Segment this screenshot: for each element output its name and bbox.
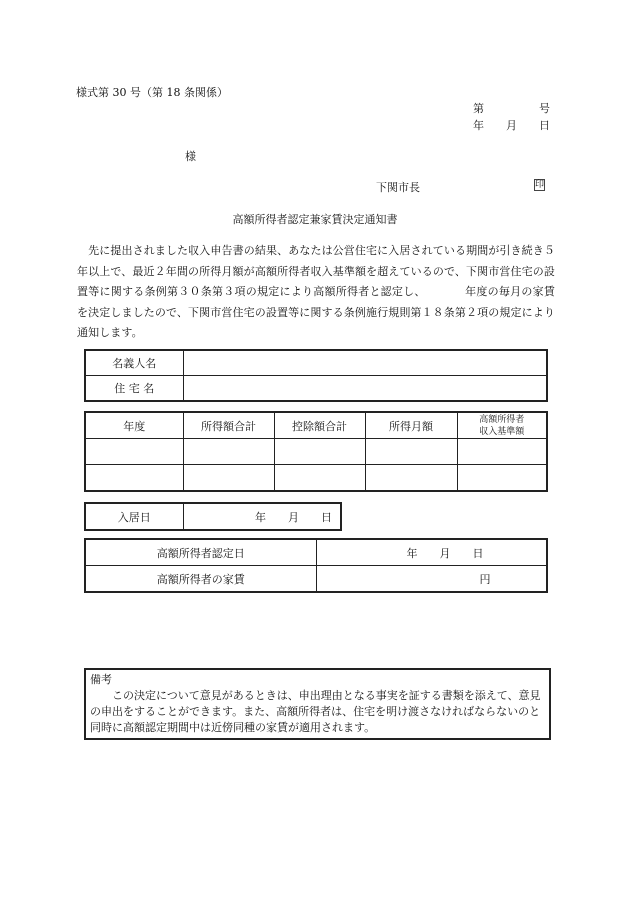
table-cell: [365, 465, 457, 492]
form-number: 様式第 30 号（第 18 条関係）: [76, 86, 228, 99]
column-header: 年度: [85, 412, 183, 439]
table-cell: [183, 376, 547, 402]
table-cell: [85, 439, 183, 465]
move-in-date: 年 月 日: [183, 503, 341, 530]
certification-date: 年 月 日: [316, 539, 547, 566]
table-label: 名義人名: [85, 350, 183, 376]
column-header: 控除額合計: [274, 412, 365, 439]
column-header: 高額所得者 収入基準額: [457, 412, 547, 439]
document-date: 年 月 日: [473, 119, 550, 132]
income-table: [84, 411, 548, 492]
table-cell: [457, 465, 547, 492]
notice-body: 先に提出されました収入申告書の結果、あなたは公営住宅に入居されている期間が引き続き５年以上で、最近２年間の所得月額が高額所得者収入基準額を超えているので、下関市営住宅の設置等に関する条例第３０条第３項の規定により高額所得者と認定し、 年度の毎月の家賃を決定しましたので、下関市営住宅の設置等に関する条例施行規則第１８条第２項の規定により通知します。: [77, 244, 555, 339]
table-label: 高額所得者の家賃: [85, 566, 316, 593]
remarks-text: この決定について意見があるときは、申出理由となる事実を証する書類を添えて、意見の申出をすることができます。また、高額所得者は、住宅を明け渡さなければならないのと同時に高額認定期間中は近傍同種の家賃が適用されます。: [90, 689, 541, 734]
table-row: [85, 539, 547, 566]
table-cell: [183, 439, 274, 465]
issuer: 下関市長: [376, 181, 420, 194]
table-cell: [365, 439, 457, 465]
table-cell: [457, 439, 547, 465]
addressee: 様: [185, 150, 196, 163]
table-row: [85, 350, 547, 376]
table-cell: [183, 465, 274, 492]
remarks-heading: 備考: [90, 673, 112, 686]
column-header: 所得月額: [365, 412, 457, 439]
table-cell: [274, 465, 365, 492]
table-row: [85, 566, 547, 593]
move-in-table: [84, 502, 342, 531]
resident-table: [84, 349, 548, 402]
certification-table: [84, 538, 548, 593]
table-row: [85, 465, 547, 492]
column-header: 所得額合計: [183, 412, 274, 439]
table-row: [85, 376, 547, 402]
remarks-box: [84, 668, 551, 740]
table-row: [85, 439, 547, 465]
table-label: 高額所得者認定日: [85, 539, 316, 566]
table-header-row: [85, 412, 547, 439]
table-cell: [274, 439, 365, 465]
document-title: 高額所得者認定兼家賃決定通知書: [232, 213, 398, 226]
table-label: 入居日: [85, 503, 183, 530]
table-row: [85, 503, 341, 530]
rent-amount: 円: [316, 566, 547, 593]
table-cell: [183, 350, 547, 376]
document-number: 第 号: [473, 102, 550, 115]
table-label: 住 宅 名: [85, 376, 183, 402]
seal-mark: 印: [535, 180, 545, 190]
table-cell: [85, 465, 183, 492]
